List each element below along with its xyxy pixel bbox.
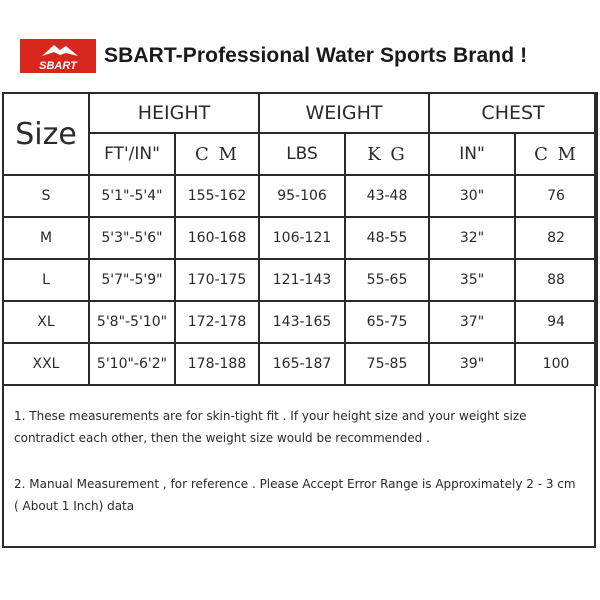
chest-cm-cell: 100 — [515, 343, 597, 385]
chest-cm-cell: 76 — [515, 175, 597, 217]
weight-lbs-cell: 143-165 — [259, 301, 345, 343]
height-cm-cell: 178-188 — [175, 343, 259, 385]
brand-title: SBART-Professional Water Sports Brand ! — [104, 44, 528, 67]
note-fit: 1. These measurements are for skin-tight fit . If your height size and your weight size contradict each other, then the weight size would be recommended . — [14, 409, 527, 445]
height-cm-unit: C M — [175, 133, 259, 175]
size-cell: XL — [3, 301, 89, 343]
size-cell: M — [3, 217, 89, 259]
height-ftin-unit: FT'/IN" — [89, 133, 175, 175]
height-ftin-cell: 5'8"-5'10" — [89, 301, 175, 343]
note-measurement: 2. Manual Measurement , for reference . Please Accept Error Range is Approximately 2 - 3 cm ( About 1 Inch) data — [14, 477, 576, 513]
size-header: Size — [3, 93, 89, 175]
height-ftin-cell: 5'1"-5'4" — [89, 175, 175, 217]
weight-kg-cell: 43-48 — [345, 175, 429, 217]
brand-header — [20, 36, 580, 76]
weight-kg-cell: 65-75 — [345, 301, 429, 343]
sbart-logo — [20, 39, 96, 73]
chest-in-cell: 35" — [429, 259, 515, 301]
height-cm-cell: 172-178 — [175, 301, 259, 343]
chest-in-cell: 39" — [429, 343, 515, 385]
weight-lbs-unit: LBS — [259, 133, 345, 175]
weight-lbs-cell: 95-106 — [259, 175, 345, 217]
weight-lbs-cell: 121-143 — [259, 259, 345, 301]
height-ftin-cell: 5'10"-6'2" — [89, 343, 175, 385]
size-cell: L — [3, 259, 89, 301]
size-cell: S — [3, 175, 89, 217]
weight-kg-cell: 55-65 — [345, 259, 429, 301]
chest-cm-cell: 88 — [515, 259, 597, 301]
height-header: HEIGHT — [89, 93, 259, 133]
height-cm-cell: 155-162 — [175, 175, 259, 217]
weight-lbs-cell: 106-121 — [259, 217, 345, 259]
weight-lbs-cell: 165-187 — [259, 343, 345, 385]
chest-cm-cell: 82 — [515, 217, 597, 259]
height-ftin-cell: 5'3"-5'6" — [89, 217, 175, 259]
height-cm-cell: 160-168 — [175, 217, 259, 259]
chest-in-unit: IN" — [429, 133, 515, 175]
chest-in-cell: 30" — [429, 175, 515, 217]
chest-cm-cell: 94 — [515, 301, 597, 343]
logo-text: SBART — [39, 60, 77, 72]
chest-header: CHEST — [429, 93, 597, 133]
chest-in-cell: 37" — [429, 301, 515, 343]
weight-header: WEIGHT — [259, 93, 429, 133]
height-ftin-cell: 5'7"-5'9" — [89, 259, 175, 301]
size-cell: XXL — [3, 343, 89, 385]
weight-kg-cell: 48-55 — [345, 217, 429, 259]
weight-kg-unit: K G — [345, 133, 429, 175]
height-cm-cell: 170-175 — [175, 259, 259, 301]
chest-in-cell: 32" — [429, 217, 515, 259]
chest-cm-unit: C M — [515, 133, 597, 175]
weight-kg-cell: 75-85 — [345, 343, 429, 385]
